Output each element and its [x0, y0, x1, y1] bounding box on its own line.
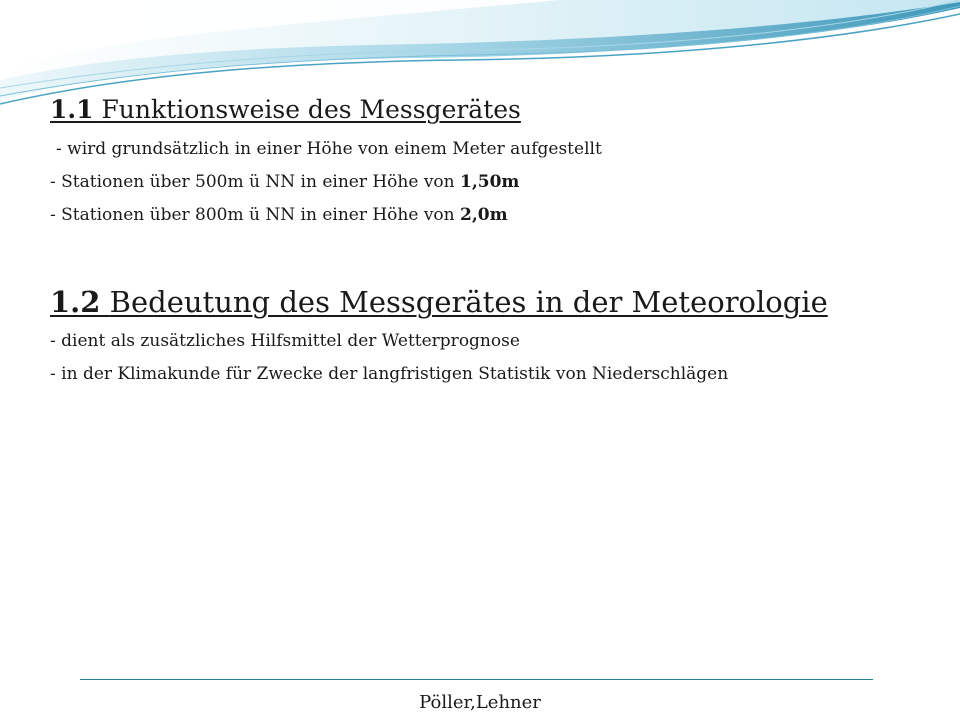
section-2-title: Bedeutung des Messgerätes in der Meteorologie — [109, 285, 828, 319]
section-1-bullet-1: - wird grundsätzlich in einer Höhe von einem Meter aufgestellt — [56, 139, 602, 159]
section-1-bullet-3-value: 2,0m — [460, 205, 508, 225]
section-2-bullet-2: - in der Klimakunde für Zwecke der langfristigen Statistik von Niederschlägen — [50, 364, 729, 384]
section-1-bullet-2 — [50, 173, 930, 192]
section-2-heading — [50, 282, 930, 322]
section-1-bullet-3-text: - Stationen über 800m ü NN in einer Höhe von — [50, 205, 461, 225]
section-1-bullet-2-text: - Stationen über 500m ü NN in einer Höhe von — [50, 172, 461, 192]
section-1-number: 1.1 — [50, 95, 94, 124]
footer-divider — [80, 679, 873, 680]
section-2-bullet-1: - dient als zusätzliches Hilfsmittel der Wetterprognose — [50, 331, 520, 351]
section-1-title: Funktionsweise des Messgerätes — [101, 95, 521, 124]
section-2-number: 1.2 — [50, 285, 101, 319]
section-1-heading — [50, 92, 930, 128]
section-1-bullet-3 — [50, 206, 930, 225]
section-1-bullet-2-value: 1,50m — [460, 172, 520, 192]
footer-authors: Pöller,Lehner — [419, 692, 541, 713]
slide-content — [50, 92, 930, 384]
